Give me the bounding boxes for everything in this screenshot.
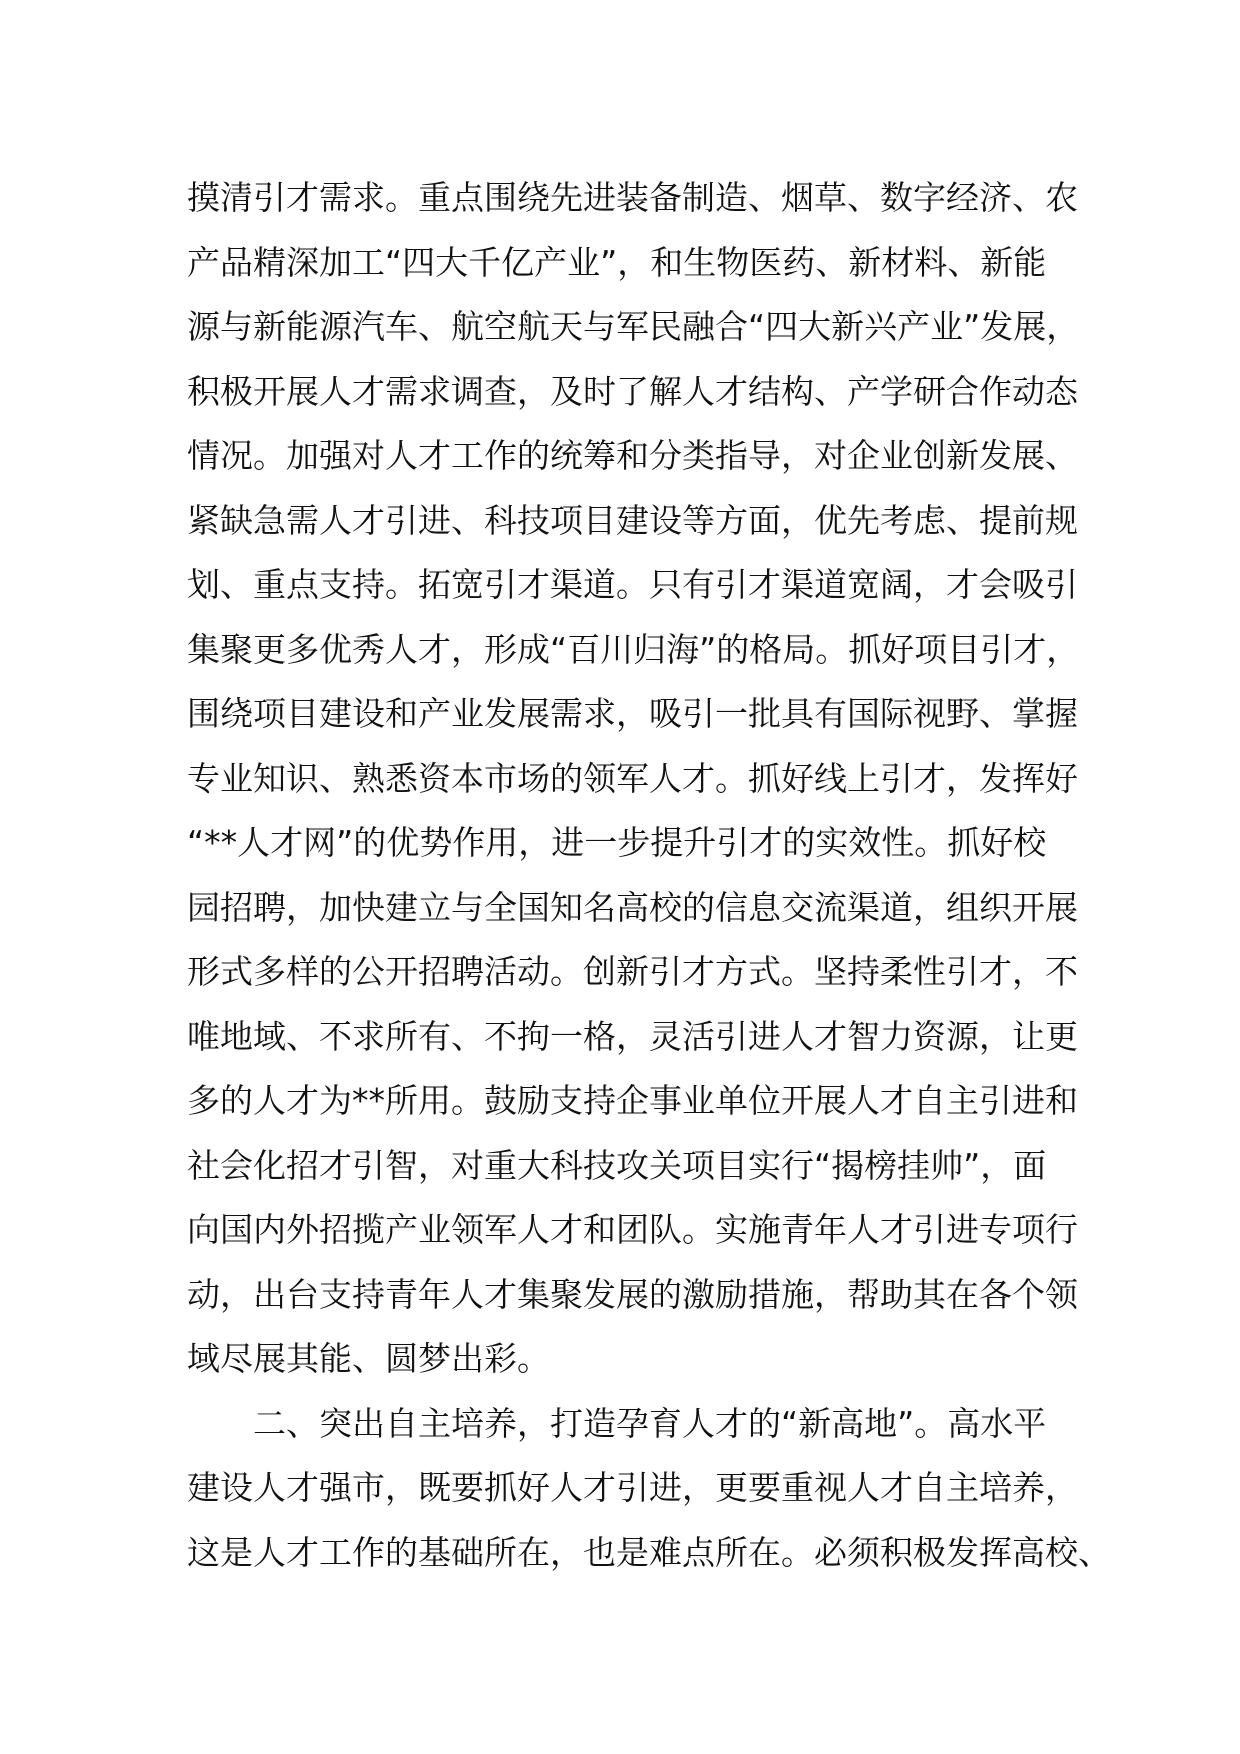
text-line: 建设人才强市，既要抓好人才引进，更要重视人才自主培养， <box>187 1468 1078 1507</box>
text-line: 这是人才工作的基础所在，也是难点所在。必须积极发挥高校、 <box>187 1532 1111 1572</box>
text-line: 形式多样的公开招聘活动。创新引才方式。坚持柔性引才，不 <box>187 952 1078 991</box>
text-line: 向国内外招揽产业领军人才和团队。实施青年人才引进专项行 <box>187 1210 1078 1249</box>
text-line: 紧缺急需人才引进、科技项目建设等方面，优先考虑、提前规 <box>187 500 1078 540</box>
text-line: “**人才网”的优势作用，进一步提升引才的实效性。抓好校 <box>187 823 1047 862</box>
text-line: 情况。加强对人才工作的统筹和分类指导，对企业创新发展、 <box>187 436 1078 475</box>
text-line: 二、突出自主培养，打造孕育人才的“新高地”。高水平 <box>187 1403 1047 1443</box>
text-line: 划、重点支持。拓宽引才渠道。只有引才渠道宽阔，才会吸引 <box>187 565 1078 604</box>
text-line: 域尽展其能、圆梦出彩。 <box>187 1339 550 1378</box>
text-line: 源与新能源汽车、航空航天与军民融合“四大新兴产业”发展， <box>187 307 1080 346</box>
text-line: 唯地域、不求所有、不拘一格，灵活引进人才智力资源，让更 <box>187 1016 1078 1056</box>
text-line: 产品精深加工“四大千亿产业”，和生物医药、新材料、新能 <box>187 242 1047 282</box>
text-line: 围绕项目建设和产业发展需求，吸引一批具有国际视野、掌握 <box>187 694 1078 733</box>
text-line: 园招聘，加快建立与全国知名高校的信息交流渠道，组织开展 <box>187 887 1078 927</box>
text-line: 动，出台支持青年人才集聚发展的激励措施，帮助其在各个领 <box>187 1274 1078 1314</box>
text-line: 积极开展人才需求调查，及时了解人才结构、产学研合作动态 <box>187 371 1078 411</box>
text-line: 多的人才为**所用。鼓励支持企事业单位开展人才自主引进和 <box>187 1081 1078 1120</box>
body-text <box>187 166 1111 1585</box>
text-line: 集聚更多优秀人才，形成“百川归海”的格局。抓好项目引才， <box>187 629 1080 669</box>
text-line: 专业知识、熟悉资本市场的领军人才。抓好线上引才，发挥好 <box>187 758 1078 798</box>
text-line: 社会化招才引智，对重大科技攻关项目实行“揭榜挂帅”，面 <box>187 1145 1047 1185</box>
text-line: 摸清引才需求。重点围绕先进装备制造、烟草、数字经济、农 <box>187 178 1078 217</box>
